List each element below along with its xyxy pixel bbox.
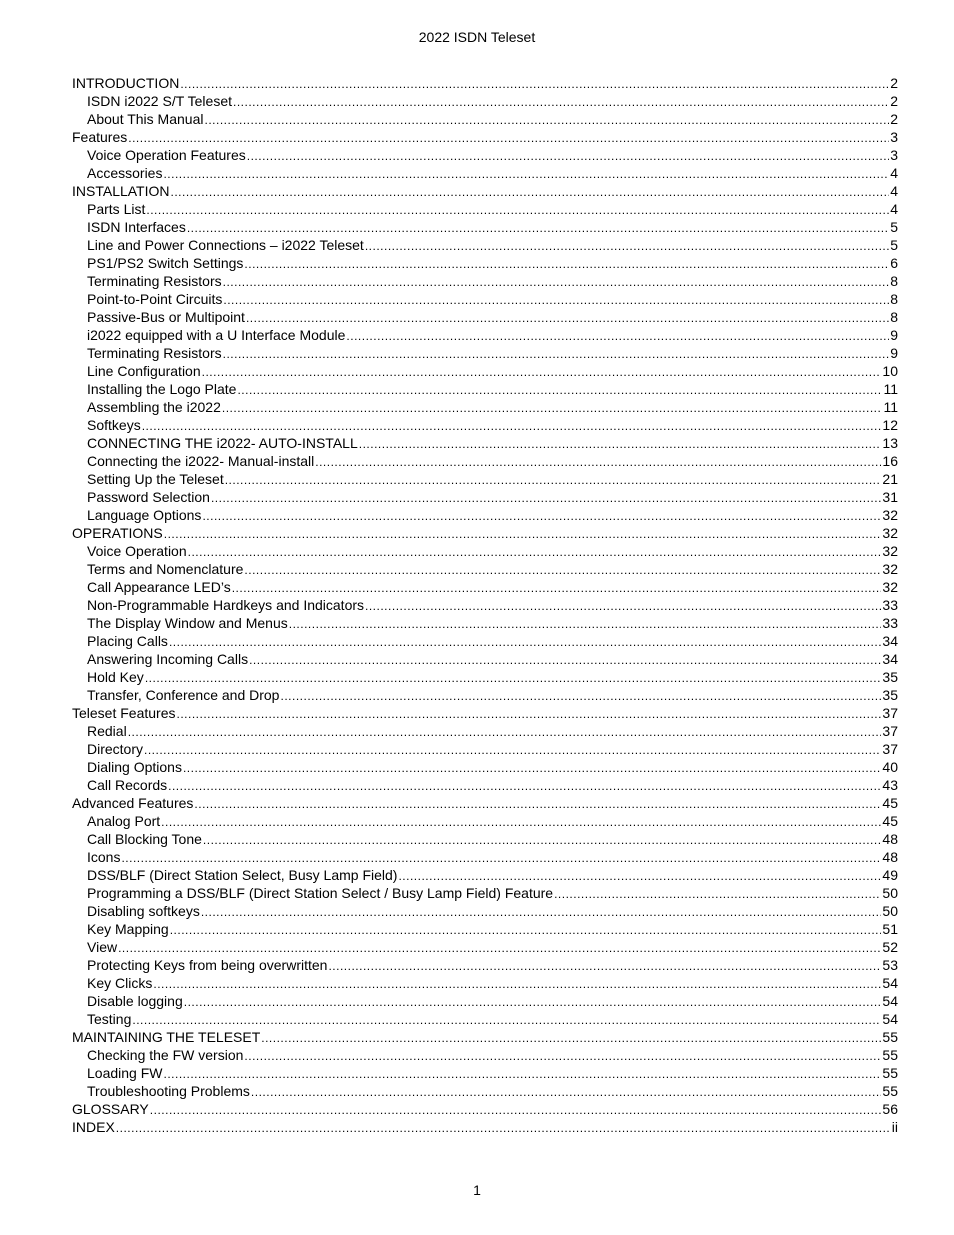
toc-entry-page-number: 4 bbox=[890, 183, 898, 199]
toc-entry[interactable] bbox=[72, 830, 898, 848]
toc-entry-page-number: 37 bbox=[882, 741, 898, 757]
toc-entry[interactable] bbox=[72, 110, 898, 128]
toc-entry-title: Programming a DSS/BLF (Direct Station Select / Busy Lamp Field) Feature bbox=[87, 885, 554, 901]
toc-entry-title: Dialing Options bbox=[87, 759, 182, 775]
toc-entry[interactable] bbox=[72, 254, 898, 272]
toc-entry-page-number: 34 bbox=[882, 651, 898, 667]
toc-entry-title: Installing the Logo Plate bbox=[87, 381, 237, 397]
toc-dot-leader bbox=[554, 885, 881, 903]
toc-entry[interactable] bbox=[72, 956, 898, 974]
toc-entry-page-number: 50 bbox=[882, 885, 898, 901]
toc-dot-leader bbox=[204, 111, 889, 129]
toc-entry-page-number: 55 bbox=[882, 1065, 898, 1081]
toc-entry-page-number: 37 bbox=[882, 723, 898, 739]
toc-entry-page-number: 55 bbox=[882, 1083, 898, 1099]
toc-entry-page-number: 32 bbox=[882, 507, 898, 523]
toc-entry[interactable] bbox=[72, 74, 898, 92]
toc-entry[interactable] bbox=[72, 506, 898, 524]
toc-dot-leader bbox=[222, 399, 883, 417]
toc-entry-page-number: 52 bbox=[882, 939, 898, 955]
toc-entry-title: Softkeys bbox=[87, 417, 141, 433]
toc-entry-page-number: 56 bbox=[882, 1101, 898, 1117]
toc-entry-title: Features bbox=[72, 129, 128, 145]
toc-dot-leader bbox=[232, 579, 882, 597]
toc-dot-leader bbox=[169, 633, 881, 651]
toc-entry-page-number: 5 bbox=[890, 237, 898, 253]
toc-entry-page-number: 12 bbox=[882, 417, 898, 433]
toc-entry-title: INTRODUCTION bbox=[72, 75, 180, 91]
toc-entry-title: Point-to-Point Circuits bbox=[87, 291, 223, 307]
toc-entry-title: ISDN i2022 S/T Teleset bbox=[87, 93, 233, 109]
toc-entry-page-number: 55 bbox=[882, 1047, 898, 1063]
toc-dot-leader bbox=[128, 129, 889, 147]
toc-entry[interactable] bbox=[72, 128, 898, 146]
toc-dot-leader bbox=[161, 813, 881, 831]
toc-dot-leader bbox=[328, 957, 881, 975]
toc-dot-leader bbox=[163, 1065, 881, 1083]
toc-entry-page-number: 33 bbox=[882, 597, 898, 613]
toc-entry-title: Language Options bbox=[87, 507, 202, 523]
toc-entry-page-number: 34 bbox=[882, 633, 898, 649]
toc-entry-page-number: 10 bbox=[882, 363, 898, 379]
toc-dot-leader bbox=[223, 273, 890, 291]
toc-dot-leader bbox=[346, 327, 889, 345]
toc-entry[interactable] bbox=[72, 182, 898, 200]
toc-entry[interactable] bbox=[72, 866, 898, 884]
toc-entry-title: DSS/BLF (Direct Station Select, Busy Lamp Field) bbox=[87, 867, 398, 883]
toc-entry-title: Call Appearance LED’s bbox=[87, 579, 231, 595]
toc-entry-title: Teleset Features bbox=[72, 705, 176, 721]
toc-entry-title: Key Mapping bbox=[87, 921, 169, 937]
toc-entry-page-number: 54 bbox=[882, 975, 898, 991]
toc-entry[interactable] bbox=[72, 614, 898, 632]
toc-dot-leader bbox=[177, 705, 882, 723]
toc-entry[interactable] bbox=[72, 92, 898, 110]
toc-entry[interactable] bbox=[72, 974, 898, 992]
toc-entry-title: Directory bbox=[87, 741, 144, 757]
toc-entry[interactable] bbox=[72, 992, 898, 1010]
toc-dot-leader bbox=[128, 723, 882, 741]
toc-entry[interactable] bbox=[72, 1118, 898, 1136]
toc-entry-page-number: 40 bbox=[882, 759, 898, 775]
toc-entry-title: Disable logging bbox=[87, 993, 183, 1009]
toc-entry[interactable] bbox=[72, 578, 898, 596]
toc-entry-title: Call Records bbox=[87, 777, 168, 793]
toc-entry-page-number: 3 bbox=[890, 129, 898, 145]
toc-entry-title: Loading FW bbox=[87, 1065, 163, 1081]
toc-dot-leader bbox=[142, 417, 882, 435]
toc-entry-page-number: 5 bbox=[890, 219, 898, 235]
toc-entry[interactable] bbox=[72, 938, 898, 956]
toc-dot-leader bbox=[233, 93, 889, 111]
toc-dot-leader bbox=[163, 165, 889, 183]
toc-entry-page-number: 11 bbox=[883, 381, 898, 397]
toc-entry-title: Troubleshooting Problems bbox=[87, 1083, 250, 1099]
toc-entry[interactable] bbox=[72, 650, 898, 668]
toc-entry-title: Analog Port bbox=[87, 813, 161, 829]
toc-entry[interactable] bbox=[72, 434, 898, 452]
toc-entry[interactable] bbox=[72, 1046, 898, 1064]
toc-entry-title: OPERATIONS bbox=[72, 525, 163, 541]
toc-dot-leader bbox=[170, 921, 882, 939]
toc-entry-title: Disabling softkeys bbox=[87, 903, 200, 919]
toc-dot-leader bbox=[202, 507, 881, 525]
toc-dot-leader bbox=[280, 687, 881, 705]
toc-entry-title: Line and Power Connections – i2022 Teleset bbox=[87, 237, 364, 253]
toc-dot-leader bbox=[146, 201, 889, 219]
toc-entry-page-number: 21 bbox=[882, 471, 898, 487]
toc-entry-page-number: 54 bbox=[882, 993, 898, 1009]
toc-entry-title: Transfer, Conference and Drop bbox=[87, 687, 280, 703]
toc-dot-leader bbox=[188, 543, 882, 561]
toc-entry[interactable] bbox=[72, 902, 898, 920]
toc-entry[interactable] bbox=[72, 164, 898, 182]
toc-dot-leader bbox=[359, 435, 882, 453]
toc-dot-leader bbox=[168, 777, 881, 795]
toc-entry[interactable] bbox=[72, 146, 898, 164]
toc-entry-page-number: 51 bbox=[882, 921, 898, 937]
toc-entry-title: Connecting the i2022- Manual-install bbox=[87, 453, 315, 469]
toc-entry-page-number: ii bbox=[891, 1119, 898, 1135]
toc-entry-title: Answering Incoming Calls bbox=[87, 651, 249, 667]
toc-entry[interactable] bbox=[72, 416, 898, 434]
toc-entry-page-number: 16 bbox=[882, 453, 898, 469]
toc-entry[interactable] bbox=[72, 218, 898, 236]
toc-entry-page-number: 45 bbox=[882, 813, 898, 829]
toc-entry-page-number: 35 bbox=[882, 687, 898, 703]
toc-dot-leader bbox=[398, 867, 881, 885]
toc-entry-title: Passive-Bus or Multipoint bbox=[87, 309, 245, 325]
toc-dot-leader bbox=[118, 939, 881, 957]
toc-entry-title: Voice Operation Features bbox=[87, 147, 246, 163]
toc-dot-leader bbox=[202, 363, 882, 381]
toc-entry-title: INDEX bbox=[72, 1119, 115, 1135]
toc-entry[interactable] bbox=[72, 596, 898, 614]
toc-entry-page-number: 53 bbox=[882, 957, 898, 973]
toc-entry-page-number: 32 bbox=[882, 579, 898, 595]
toc-entry[interactable] bbox=[72, 272, 898, 290]
toc-entry[interactable] bbox=[72, 920, 898, 938]
toc-entry-title: Advanced Features bbox=[72, 795, 194, 811]
toc-dot-leader bbox=[187, 219, 889, 237]
toc-entry-page-number: 8 bbox=[890, 291, 898, 307]
toc-entry-page-number: 48 bbox=[882, 849, 898, 865]
toc-dot-leader bbox=[153, 975, 881, 993]
toc-entry-title: About This Manual bbox=[87, 111, 204, 127]
toc-entry-page-number: 9 bbox=[890, 327, 898, 343]
toc-entry-title: Terminating Resistors bbox=[87, 273, 222, 289]
toc-entry-page-number: 33 bbox=[882, 615, 898, 631]
toc-entry-title: ISDN Interfaces bbox=[87, 219, 186, 235]
toc-entry-title: Placing Calls bbox=[87, 633, 168, 649]
toc-dot-leader bbox=[244, 561, 881, 579]
toc-entry-title: Icons bbox=[87, 849, 121, 865]
toc-entry-title: GLOSSARY bbox=[72, 1101, 149, 1117]
toc-dot-leader bbox=[144, 741, 881, 759]
toc-entry-page-number: 13 bbox=[882, 435, 898, 451]
toc-entry[interactable] bbox=[72, 470, 898, 488]
toc-entry[interactable] bbox=[72, 758, 898, 776]
toc-entry-title: Call Blocking Tone bbox=[87, 831, 202, 847]
toc-dot-leader bbox=[194, 795, 881, 813]
toc-dot-leader bbox=[315, 453, 881, 471]
toc-entry-title: Parts List bbox=[87, 201, 146, 217]
toc-entry[interactable] bbox=[72, 740, 898, 758]
toc-entry-title: The Display Window and Menus bbox=[87, 615, 288, 631]
toc-entry[interactable] bbox=[72, 812, 898, 830]
toc-dot-leader bbox=[246, 309, 889, 327]
toc-entry-page-number: 50 bbox=[882, 903, 898, 919]
toc-entry-page-number: 43 bbox=[882, 777, 898, 793]
toc-entry[interactable] bbox=[72, 362, 898, 380]
toc-dot-leader bbox=[223, 345, 890, 363]
toc-entry-page-number: 35 bbox=[882, 669, 898, 685]
toc-entry-page-number: 55 bbox=[882, 1029, 898, 1045]
toc-entry-title: Redial bbox=[87, 723, 127, 739]
toc-dot-leader bbox=[164, 525, 882, 543]
toc-entry-title: Line Configuration bbox=[87, 363, 201, 379]
toc-entry-page-number: 4 bbox=[890, 201, 898, 217]
toc-dot-leader bbox=[184, 993, 882, 1011]
toc-entry[interactable] bbox=[72, 524, 898, 542]
toc-entry[interactable] bbox=[72, 776, 898, 794]
toc-entry-title: Hold Key bbox=[87, 669, 144, 685]
toc-entry[interactable] bbox=[72, 560, 898, 578]
toc-entry-page-number: 45 bbox=[882, 795, 898, 811]
toc-entry[interactable] bbox=[72, 668, 898, 686]
toc-entry-page-number: 32 bbox=[882, 561, 898, 577]
toc-entry[interactable] bbox=[72, 308, 898, 326]
toc-dot-leader bbox=[211, 489, 881, 507]
toc-entry-page-number: 9 bbox=[890, 345, 898, 361]
toc-dot-leader bbox=[365, 597, 881, 615]
toc-entry-title: PS1/PS2 Switch Settings bbox=[87, 255, 244, 271]
toc-entry-title: Password Selection bbox=[87, 489, 210, 505]
toc-entry-title: Key Clicks bbox=[87, 975, 153, 991]
toc-entry-title: MAINTAINING THE TELESET bbox=[72, 1029, 261, 1045]
toc-entry[interactable] bbox=[72, 344, 898, 362]
toc-entry-title: Terms and Nomenclature bbox=[87, 561, 244, 577]
toc-entry[interactable] bbox=[72, 1100, 898, 1118]
toc-entry[interactable] bbox=[72, 1082, 898, 1100]
toc-entry[interactable] bbox=[72, 326, 898, 344]
toc-entry-title: Terminating Resistors bbox=[87, 345, 222, 361]
toc-dot-leader bbox=[289, 615, 882, 633]
toc-entry-page-number: 8 bbox=[890, 309, 898, 325]
toc-entry[interactable] bbox=[72, 452, 898, 470]
toc-entry[interactable] bbox=[72, 290, 898, 308]
toc-entry-page-number: 48 bbox=[882, 831, 898, 847]
toc-entry-page-number: 3 bbox=[890, 147, 898, 163]
toc-entry-page-number: 32 bbox=[882, 525, 898, 541]
toc-entry[interactable] bbox=[72, 686, 898, 704]
toc-dot-leader bbox=[171, 183, 890, 201]
toc-entry-page-number: 49 bbox=[882, 867, 898, 883]
toc-entry-page-number: 54 bbox=[882, 1011, 898, 1027]
toc-entry-page-number: 2 bbox=[890, 75, 898, 91]
toc-dot-leader bbox=[116, 1119, 891, 1137]
toc-entry-page-number: 8 bbox=[890, 273, 898, 289]
toc-entry[interactable] bbox=[72, 632, 898, 650]
toc-dot-leader bbox=[201, 903, 882, 921]
toc-entry[interactable] bbox=[72, 380, 898, 398]
toc-entry[interactable] bbox=[72, 704, 898, 722]
page-number: 1 bbox=[473, 1182, 481, 1198]
toc-entry[interactable] bbox=[72, 488, 898, 506]
toc-entry-title: Setting Up the Teleset bbox=[87, 471, 224, 487]
toc-entry[interactable] bbox=[72, 848, 898, 866]
toc-entry-title: View bbox=[87, 939, 118, 955]
toc-dot-leader bbox=[237, 381, 882, 399]
toc-dot-leader bbox=[251, 1083, 882, 1101]
toc-entry-title: Protecting Keys from being overwritten bbox=[87, 957, 328, 973]
toc-entry-title: CONNECTING THE i2022- AUTO-INSTALL bbox=[87, 435, 358, 451]
toc-dot-leader bbox=[244, 1047, 881, 1065]
toc-entry-title: Accessories bbox=[87, 165, 163, 181]
toc-entry[interactable] bbox=[72, 542, 898, 560]
toc-dot-leader bbox=[145, 669, 882, 687]
toc-entry[interactable] bbox=[72, 1010, 898, 1028]
toc-entry[interactable] bbox=[72, 794, 898, 812]
toc-entry[interactable] bbox=[72, 1028, 898, 1046]
toc-entry[interactable] bbox=[72, 398, 898, 416]
toc-dot-leader bbox=[261, 1029, 881, 1047]
toc-entry[interactable] bbox=[72, 884, 898, 902]
toc-entry-page-number: 11 bbox=[883, 399, 898, 415]
toc-dot-leader bbox=[203, 831, 882, 849]
toc-entry-title: Testing bbox=[87, 1011, 132, 1027]
toc-entry-page-number: 2 bbox=[890, 93, 898, 109]
toc-entry-page-number: 2 bbox=[890, 111, 898, 127]
toc-entry-title: Assembling the i2022 bbox=[87, 399, 221, 415]
toc-entry[interactable] bbox=[72, 200, 898, 218]
toc-entry-title: Voice Operation bbox=[87, 543, 187, 559]
toc-dot-leader bbox=[365, 237, 889, 255]
toc-dot-leader bbox=[121, 849, 881, 867]
toc-entry-title: Non-Programmable Hardkeys and Indicators bbox=[87, 597, 365, 613]
toc-dot-leader bbox=[223, 291, 889, 309]
toc-entry-page-number: 31 bbox=[882, 489, 898, 505]
toc-dot-leader bbox=[132, 1011, 881, 1029]
toc-entry-page-number: 32 bbox=[882, 543, 898, 559]
toc-entry-title: i2022 equipped with a U Interface Module bbox=[87, 327, 346, 343]
toc-entry-page-number: 37 bbox=[882, 705, 898, 721]
toc-entry-title: INSTALLATION bbox=[72, 183, 170, 199]
page-header: 2022 ISDN Teleset bbox=[418, 29, 536, 45]
toc-dot-leader bbox=[150, 1101, 882, 1119]
toc-dot-leader bbox=[244, 255, 889, 273]
toc-dot-leader bbox=[180, 75, 889, 93]
toc-entry-page-number: 6 bbox=[890, 255, 898, 271]
toc-dot-leader bbox=[249, 651, 881, 669]
toc-dot-leader bbox=[225, 471, 882, 489]
toc-entry[interactable] bbox=[72, 1064, 898, 1082]
toc-entry-title: Checking the FW version bbox=[87, 1047, 244, 1063]
toc-dot-leader bbox=[247, 147, 889, 165]
toc-entry[interactable] bbox=[72, 236, 898, 254]
toc-entry-page-number: 4 bbox=[890, 165, 898, 181]
table-of-contents bbox=[72, 74, 898, 1136]
toc-entry[interactable] bbox=[72, 722, 898, 740]
toc-dot-leader bbox=[183, 759, 881, 777]
